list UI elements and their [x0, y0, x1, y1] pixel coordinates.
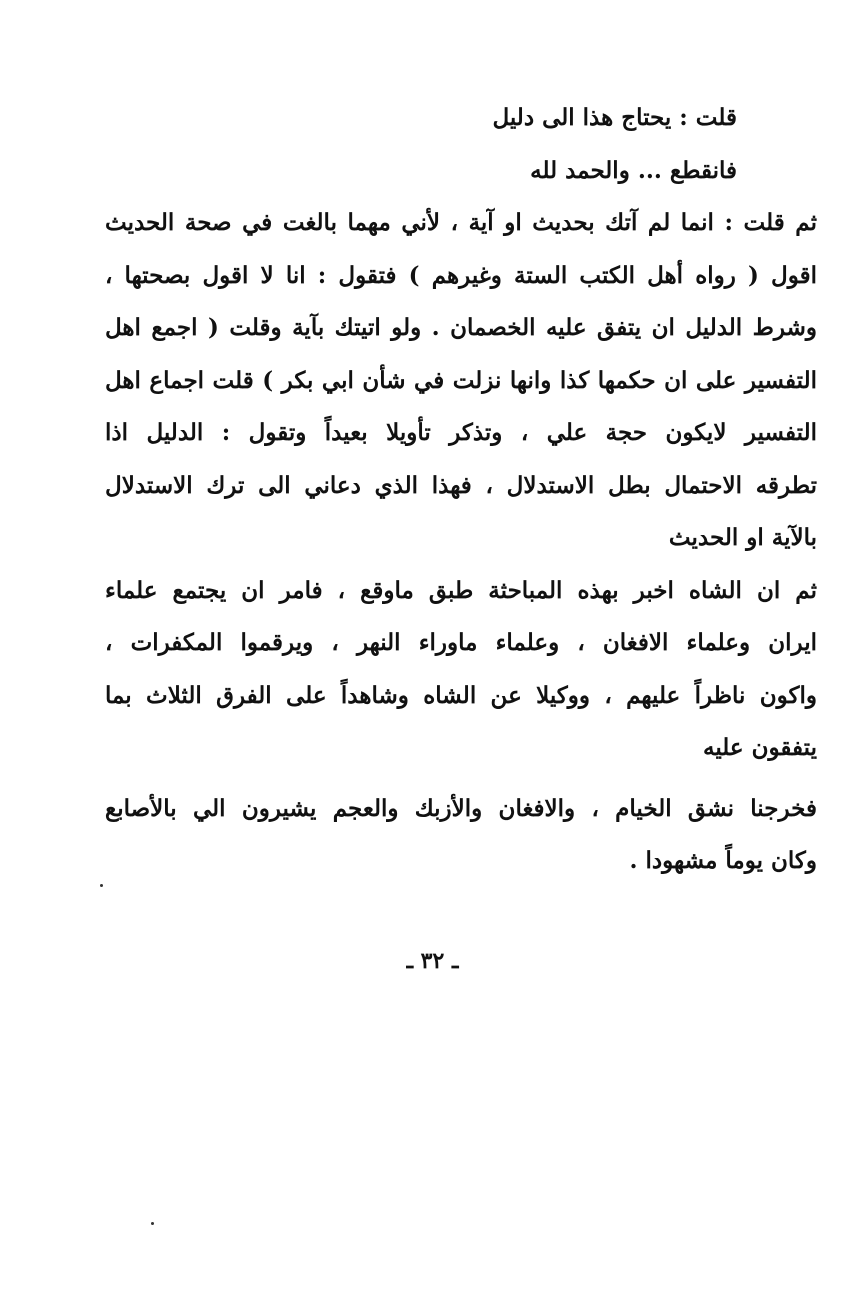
text-line-1: قلت : يحتاج هذا الى دليل: [492, 104, 737, 131]
text-line-9: بالآية او الحديث: [668, 524, 817, 551]
text-line-14: فخرجنا نشق الخيام ، والافغان والأزبك والعجم يشيرون الي بالأصابع: [105, 794, 817, 822]
page-number: ـ ٣٢ ـ: [406, 948, 459, 974]
text-line-3: ثم قلت : انما لم آتك بحديث او آية ، لأني مهما بالغت في صحة الحديث: [105, 209, 817, 236]
text-line-5: وشرط الدليل ان يتفق عليه الخصمان . ولو اتيتك بآية وقلت ( اجمع اهل: [105, 314, 817, 341]
text-line-7: التفسير لايكون حجة علي ، وتذكر تأويلا بعيداً وتقول : الدليل اذا: [105, 419, 817, 446]
text-line-10: ثم ان الشاه اخبر بهذه المباحثة طبق ماوقع ، فامر ان يجتمع علماء: [105, 576, 817, 604]
text-line-15: وكان يوماً مشهودا .: [629, 847, 817, 874]
text-line-2: فانقطع ... والحمد لله: [530, 156, 737, 184]
text-line-13: يتفقون عليه: [702, 734, 817, 761]
body-text: [105, 92, 817, 888]
text-line-4: اقول ( رواه أهل الكتب الستة وغيرهم ) فتقول : انا لا اقول بصحتها ،: [105, 261, 817, 289]
text-line-6: التفسير على ان حكمها كذا وانها نزلت في شأن ابي بكر ) قلت اجماع اهل: [105, 366, 817, 394]
text-line-11: ايران وعلماء الافغان ، وعلماء ماوراء النهر ، ويرقموا المكفرات ،: [105, 629, 817, 656]
text-line-8: تطرقه الاحتمال بطل الاستدلال ، فهذا الذي دعاني الى ترك الاستدلال: [105, 471, 817, 499]
text-line-12: واكون ناظراً عليهم ، ووكيلا عن الشاه وشاهداً على الفرق الثلاث بما: [105, 681, 817, 709]
scan-speck: [151, 1222, 154, 1225]
scan-speck: [100, 884, 103, 887]
